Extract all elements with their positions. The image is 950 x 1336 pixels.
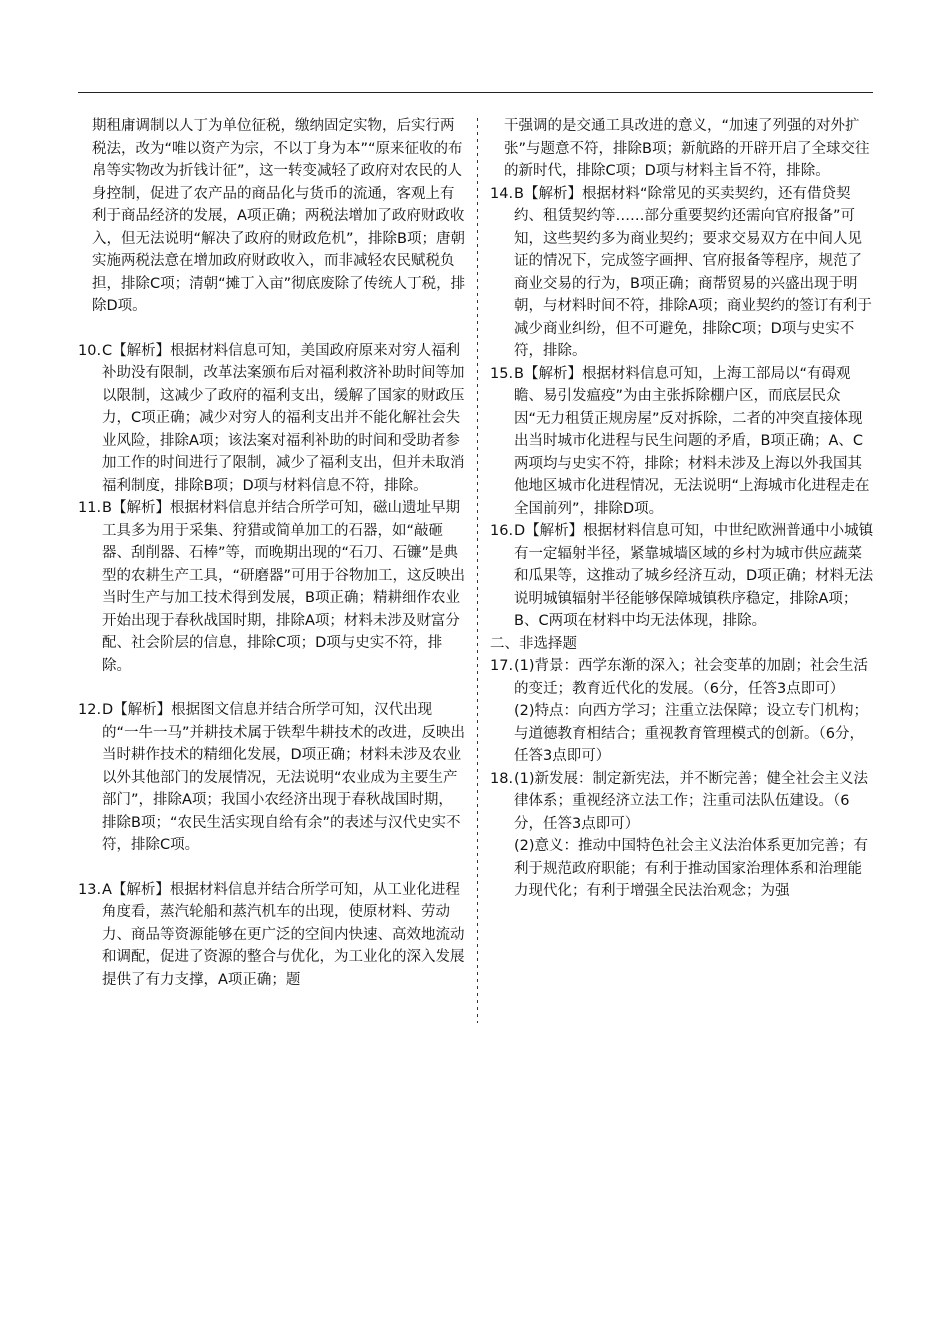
- answer-text: C【解析】根据材料信息可知，美国政府原来对穷人福利补助没有限制，改革法案颁布后对福利救济补助时间等加以限制，这减少了政府的福利支出，缓解了国家的财政压力，C项正确；减少对穷人的福利支出并不能化解社会失业风险，排除A项；该法案对福利补助的时间和受助者参加工作的时间进行了限制，减少了福利支出，但并未取消福利制度，排除B项；D项与材料信息不符，排除。: [102, 342, 465, 494]
- question-number: 13.: [78, 881, 102, 898]
- answer-part-1: (1)背景：西学东渐的深入；社会变革的加剧；社会生活的变迁；教育近代化的发展。（6分，任答3点即可）: [514, 658, 869, 697]
- continuation-text: 干强调的是交通工具改进的意义，“加速了列强的对外扩张”与题意不符，排除B项；新航路的开辟开启了全球交往的新时代，排除C项；D项与材料主旨不符，排除。: [504, 118, 870, 179]
- answer-item-17: [490, 655, 874, 768]
- question-number: 15.: [490, 365, 514, 382]
- continuation-text: 期租庸调制以人丁为单位征税，缴纳固定实物，后实行两税法，改为“唯以资产为宗，不以丁身为本”“原来征收的布帛等实物改为折钱计征”，这一转变减轻了政府对农民的人身控制，促进了农产品的商品化与货币的流通，客观上有利于商品经济的发展，A项正确；两税法增加了政府财政收入，但无法说明“解决了政府的财政危机”，排除B项；唐朝实施两税法意在增加政府财政收入，而非减轻农民赋税负担，排除C项；清朝“摊丁入亩”彻底废除了传统人丁税，排除D项。: [92, 118, 466, 314]
- question-number: 11.: [78, 500, 102, 516]
- answer-item-15: [490, 363, 874, 521]
- answer-item-11: [78, 497, 466, 677]
- answer-item-13: [78, 879, 466, 992]
- question-number: 16.: [490, 523, 514, 539]
- header-rule: [78, 92, 873, 93]
- answer-item-10: [78, 340, 466, 498]
- question-number: 18.: [490, 770, 514, 787]
- question-number: 10.: [78, 342, 102, 359]
- answer-text: B【解析】根据材料信息并结合所学可知，磁山遗址早期工具多为用于采集、狩猎或简单加工的石器，如“敲砸器、刮削器、石棒”等，而晚期出现的“石刀、石镰”是典型的农耕生产工具，“研磨器”可用于谷物加工，这反映出当时生产与加工技术得到发展，B项正确；精耕细作农业开始出现于春秋战国时期，排除A项；材料未涉及财富分配、社会阶层的信息，排除C项；D项与史实不符，排除。: [102, 500, 466, 674]
- left-column: [78, 115, 466, 991]
- answer-item-18: [490, 768, 874, 903]
- answer-item-12: [78, 699, 466, 857]
- answer-item-14: [490, 183, 874, 363]
- question-number: 17.: [490, 658, 514, 674]
- question-number: 14.: [490, 185, 514, 202]
- answer-part-2: (2)特点：向西方学习；注重立法保障；设立专门机构；与道德教育相结合；重视教育管理模式的创新。（6分，任答3点即可）: [514, 703, 869, 764]
- answer-text: D【解析】根据材料信息可知，中世纪欧洲普通中小城镇有一定辐射半径，紧靠城墙区域的乡村为城市供应蔬菜和瓜果等，这推动了城乡经济互动，D项正确；材料无法说明城镇辐射半径能够保障城镇秩序稳定，排除A项；B、C两项在材料中均无法体现，排除。: [514, 523, 874, 629]
- answer-part-1: (1)新发展：制定新宪法，并不断完善；健全社会主义法律体系；重视经济立法工作；注重司法队伍建设。（6分，任答3点即可）: [514, 770, 869, 832]
- answer-item-16: [490, 520, 874, 633]
- section-title: 二、非选择题: [490, 635, 577, 652]
- answer-text: A【解析】根据材料信息并结合所学可知，从工业化进程角度看，蒸汽轮船和蒸汽机车的出现，使原材料、劳动力、商品等资源能够在更广泛的空间内快速、高效地流动和调配，促进了资源的整合与优化，为工业化的深入发展提供了有力支撑，A项正确；题: [102, 881, 465, 988]
- question-number: 12.: [78, 702, 102, 718]
- answer-text: B【解析】根据材料“除常见的买卖契约，还有借贷契约、租赁契约等……部分重要契约还需向官府报备”可知，这些契约多为商业契约；要求交易双方在中间人见证的情况下，完成签字画押、官府报备等程序，规范了商业交易的行为，B项正确；商帮贸易的兴盛出现于明朝，与材料时间不符，排除A项；商业契约的签订有利于减少商业纠纷，但不可避免，排除C项；D项与史实不符，排除。: [514, 185, 872, 359]
- column-divider: [473, 118, 481, 1023]
- answer-text: B【解析】根据材料信息可知，上海工部局以“有碍观瞻、易引发瘟疫”为由主张拆除棚户区，而底层民众因“无力租赁正规房屋”反对拆除，二者的冲突直接体现出当时城市化进程与民生问题的矛盾，B项正确；A、C两项均与史实不符，排除；材料未涉及上海以外我国其他地区城市化进程情况，无法说明“上海城市化进程走在全国前列”，排除D项。: [514, 365, 870, 517]
- right-column: [490, 115, 874, 903]
- answer-part-2: (2)意义：推动中国特色社会主义法治体系更加完善；有利于规范政府职能；有利于推动国家治理体系和治理能力现代化；有利于增强全民法治观念；为强: [514, 838, 869, 899]
- answer-text: D【解析】根据图文信息并结合所学可知，汉代出现的“一牛一马”并耕技术属于铁犁牛耕技术的改进，反映出当时耕作技术的精细化发展，D项正确；材料未涉及农业以外其他部门的发展情况，无法说明“农业成为主要生产部门”，排除A项；我国小农经济出现于春秋战国时期，排除B项；“农民生活实现自给有余”的表述与汉代史实不符，排除C项。: [102, 702, 466, 853]
